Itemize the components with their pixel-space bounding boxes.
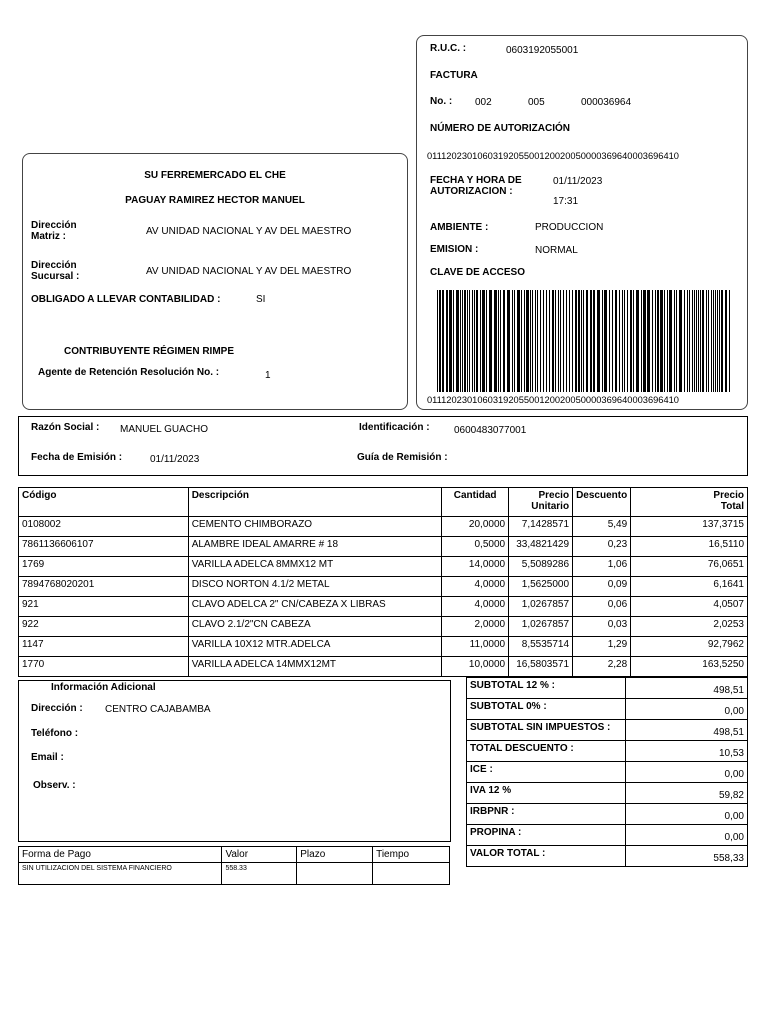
barcode-bar — [526, 290, 529, 392]
barcode-bar — [692, 290, 693, 392]
barcode-bar — [512, 290, 513, 392]
environment-value: PRODUCCION — [535, 222, 604, 233]
item-total: 16,5110 — [631, 537, 748, 557]
matrix-address-label: Dirección Matriz : — [31, 220, 77, 242]
totals-value: 59,82 — [626, 783, 748, 804]
barcode-bar — [702, 290, 704, 392]
header-total: Precio Total — [631, 488, 748, 517]
totals-label: IVA 12 % — [467, 783, 626, 804]
item-code: 921 — [19, 597, 189, 617]
item-discount: 1,06 — [573, 557, 631, 577]
barcode-bar — [489, 290, 492, 392]
header-quantity: Cantidad — [442, 488, 509, 517]
barcode-bar — [535, 290, 536, 392]
barcode-bar — [711, 290, 712, 392]
barcode-bar — [684, 290, 685, 392]
authorization-time: 17:31 — [553, 196, 579, 207]
item-quantity: 14,0000 — [442, 557, 509, 577]
item-discount: 0,09 — [573, 577, 631, 597]
barcode-bar — [717, 290, 718, 392]
barcode-bar — [590, 290, 592, 392]
payment-method: SIN UTILIZACION DEL SISTEMA FINANCIERO — [19, 863, 222, 885]
barcode-bar — [532, 290, 533, 392]
barcode-bar — [456, 290, 459, 392]
barcode-bar — [657, 290, 659, 392]
barcode-bar — [543, 290, 544, 392]
item-unit-price: 7,1428571 — [509, 517, 573, 537]
item-unit-price: 8,5535714 — [509, 637, 573, 657]
barcode-bar — [572, 290, 573, 392]
buyer-name-label: Razón Social : — [31, 422, 100, 433]
barcode-bar — [476, 290, 478, 392]
totals-row — [467, 846, 748, 867]
barcode-bar — [555, 290, 556, 392]
invoice-number-label: No. : — [430, 96, 453, 107]
item-quantity: 10,0000 — [442, 657, 509, 677]
payment-method-header: Forma de Pago — [19, 847, 222, 863]
additional-phone-label: Teléfono : — [31, 728, 79, 739]
items-table — [18, 487, 748, 677]
barcode-bar — [647, 290, 650, 392]
item-quantity: 4,0000 — [442, 597, 509, 617]
item-code: 7861136606107 — [19, 537, 189, 557]
barcode-bar — [708, 290, 709, 392]
withholding-label: Agente de Retención Resolución No. : — [38, 367, 220, 378]
totals-label: TOTAL DESCUENTO : — [467, 741, 626, 762]
barcode-bar — [694, 290, 695, 392]
remision-label: Guía de Remisión : — [357, 452, 448, 463]
item-quantity: 0,5000 — [442, 537, 509, 557]
barcode-bar — [725, 290, 727, 392]
item-description: DISCO NORTON 4.1/2 METAL — [188, 577, 441, 597]
item-unit-price: 5,5089286 — [509, 557, 573, 577]
regime-label: CONTRIBUYENTE RÉGIMEN RIMPE — [64, 346, 235, 357]
barcode-bar — [472, 290, 473, 392]
barcode-bar — [480, 290, 481, 392]
totals-row — [467, 825, 748, 846]
seller-legal-name: PAGUAY RAMIREZ HECTOR MANUEL — [125, 195, 305, 206]
item-quantity: 2,0000 — [442, 617, 509, 637]
payment-term-header: Plazo — [297, 847, 373, 863]
barcode-bar — [503, 290, 505, 392]
table-row — [19, 597, 748, 617]
barcode-bar — [630, 290, 632, 392]
payment-time — [373, 863, 450, 885]
barcode-bar — [667, 290, 668, 392]
barcode-bar — [514, 290, 515, 392]
totals-label: SUBTOTAL SIN IMPUESTOS : — [467, 720, 626, 741]
invoice-number-point: 005 — [528, 97, 545, 108]
barcode-bar — [669, 290, 672, 392]
barcode-bar — [566, 290, 567, 392]
item-discount: 2,28 — [573, 657, 631, 677]
barcode-bar — [627, 290, 628, 392]
barcode-bar — [498, 290, 499, 392]
item-description: CEMENTO CHIMBORAZO — [188, 517, 441, 537]
totals-value: 0,00 — [626, 699, 748, 720]
item-description: VARILLA 10X12 MTR.ADELCA — [188, 637, 441, 657]
barcode-bar — [679, 290, 682, 392]
barcode-bar — [698, 290, 699, 392]
barcode-bar — [581, 290, 582, 392]
totals-value: 0,00 — [626, 762, 748, 783]
access-key-barcode — [437, 290, 740, 392]
branch-address-value: AV UNIDAD NACIONAL Y AV DEL MAESTRO — [146, 266, 352, 277]
additional-address-label: Dirección : — [31, 703, 83, 714]
authorization-label: NÚMERO DE AUTORIZACIÓN — [430, 123, 570, 134]
payment-header-row — [19, 847, 450, 863]
barcode-bar — [578, 290, 580, 392]
item-unit-price: 33,4821429 — [509, 537, 573, 557]
accounting-label: OBLIGADO A LLEVAR CONTABILIDAD : — [31, 294, 221, 305]
item-total: 92,7962 — [631, 637, 748, 657]
table-row — [19, 617, 748, 637]
item-discount: 0,03 — [573, 617, 631, 637]
barcode-bar — [467, 290, 468, 392]
barcode-bar — [524, 290, 525, 392]
totals-table — [466, 677, 748, 867]
item-discount: 5,49 — [573, 517, 631, 537]
totals-label: IRBPNR : — [467, 804, 626, 825]
barcode-bar — [597, 290, 600, 392]
barcode-bar — [604, 290, 607, 392]
doc-type: FACTURA — [430, 70, 478, 81]
item-total: 137,3715 — [631, 517, 748, 537]
barcode-bar — [500, 290, 501, 392]
totals-value: 498,51 — [626, 678, 748, 699]
items-header-row — [19, 488, 748, 517]
barcode-bar — [612, 290, 613, 392]
ruc-label: R.U.C. : — [430, 43, 467, 54]
item-total: 2,0253 — [631, 617, 748, 637]
barcode-bar — [619, 290, 620, 392]
totals-label: SUBTOTAL 0% : — [467, 699, 626, 720]
barcode-bar — [696, 290, 697, 392]
barcode-bar — [719, 290, 720, 392]
barcode-bar — [517, 290, 520, 392]
barcode-bar — [575, 290, 577, 392]
environment-label: AMBIENTE : — [430, 222, 489, 233]
barcode-bar — [469, 290, 470, 392]
barcode-bar — [563, 290, 564, 392]
accounting-value: SI — [256, 294, 266, 305]
barcode-bar — [507, 290, 510, 392]
item-discount: 0,06 — [573, 597, 631, 617]
item-unit-price: 16,5803571 — [509, 657, 573, 677]
emission-label: EMISION : — [430, 244, 479, 255]
item-total: 4,0507 — [631, 597, 748, 617]
payment-term — [297, 863, 373, 885]
barcode-bar — [676, 290, 677, 392]
barcode-bar — [439, 290, 441, 392]
barcode-bar — [622, 290, 623, 392]
authorization-number: 0111202301060319205500120020050000369640003696410 — [427, 151, 679, 161]
barcode-bar — [549, 290, 550, 392]
barcode-bar — [652, 290, 653, 392]
barcode-bar — [643, 290, 646, 392]
barcode-bar — [460, 290, 461, 392]
item-description: CLAVO 2.1/2"CN CABEZA — [188, 617, 441, 637]
barcode-bar — [729, 290, 730, 392]
item-code: 7894768020201 — [19, 577, 189, 597]
barcode-bar — [609, 290, 610, 392]
barcode-bar — [615, 290, 617, 392]
item-quantity: 20,0000 — [442, 517, 509, 537]
totals-value: 498,51 — [626, 720, 748, 741]
item-description: VARILLA ADELCA 8MMX12 MT — [188, 557, 441, 577]
item-description: VARILLA ADELCA 14MMX12MT — [188, 657, 441, 677]
matrix-address-value: AV UNIDAD NACIONAL Y AV DEL MAESTRO — [146, 226, 352, 237]
totals-row — [467, 762, 748, 783]
withholding-value: 1 — [265, 370, 271, 381]
authorization-date: 01/11/2023 — [553, 176, 603, 187]
barcode-bar — [464, 290, 466, 392]
item-code: 1147 — [19, 637, 189, 657]
totals-value: 0,00 — [626, 804, 748, 825]
barcode-bar — [674, 290, 675, 392]
totals-value: 558,33 — [626, 846, 748, 867]
totals-label: PROPINA : — [467, 825, 626, 846]
totals-label: VALOR TOTAL : — [467, 846, 626, 867]
header-discount: Descuento — [573, 488, 631, 517]
barcode-bar — [446, 290, 448, 392]
emission-date-label: Fecha de Emisión : — [31, 452, 123, 463]
item-total: 6,1641 — [631, 577, 748, 597]
totals-value: 0,00 — [626, 825, 748, 846]
table-row — [19, 577, 748, 597]
seller-commercial-name: SU FERREMERCADO EL CHE — [144, 170, 286, 181]
emission-value: NORMAL — [535, 245, 578, 256]
barcode-bar — [641, 290, 642, 392]
barcode-bar — [552, 290, 554, 392]
emission-date-value: 01/11/2023 — [150, 454, 200, 465]
totals-label: ICE : — [467, 762, 626, 783]
header-unit-price: Precio Unitario — [509, 488, 573, 517]
totals-row — [467, 678, 748, 699]
table-row — [19, 537, 748, 557]
payment-table — [18, 846, 450, 885]
barcode-bar — [700, 290, 701, 392]
access-key-number: 0111202301060319205500120020050000369640003696410 — [427, 395, 679, 405]
barcode-bar — [715, 290, 716, 392]
header-code: Código — [19, 488, 189, 517]
totals-row — [467, 720, 748, 741]
buyer-id-label: Identificación : — [359, 422, 430, 433]
invoice-number-sequence: 000036964 — [581, 97, 632, 108]
item-code: 1770 — [19, 657, 189, 677]
barcode-bar — [546, 290, 547, 392]
barcode-bar — [721, 290, 723, 392]
item-quantity: 11,0000 — [442, 637, 509, 657]
barcode-bar — [633, 290, 634, 392]
additional-address-value: CENTRO CAJABAMBA — [105, 704, 211, 715]
barcode-bar — [624, 290, 625, 392]
barcode-bar — [586, 290, 588, 392]
totals-row — [467, 783, 748, 804]
ruc-value: 0603192055001 — [506, 45, 579, 56]
item-total: 76,0651 — [631, 557, 748, 577]
item-unit-price: 1,0267857 — [509, 617, 573, 637]
barcode-bar — [569, 290, 570, 392]
item-description: CLAVO ADELCA 2" CN/CABEZA X LIBRAS — [188, 597, 441, 617]
barcode-bar — [530, 290, 531, 392]
additional-email-label: Email : — [31, 752, 64, 763]
barcode-bar — [521, 290, 522, 392]
branch-address-label: Dirección Sucursal : — [31, 260, 80, 282]
barcode-bar — [462, 290, 463, 392]
barcode-bar — [636, 290, 639, 392]
item-code: 0108002 — [19, 517, 189, 537]
buyer-name-value: MANUEL GUACHO — [120, 424, 208, 435]
item-code: 922 — [19, 617, 189, 637]
payment-time-header: Tiempo — [373, 847, 450, 863]
barcode-bar — [537, 290, 538, 392]
payment-value: 558.33 — [222, 863, 297, 885]
additional-observ-label: Observ. : — [33, 780, 76, 791]
barcode-bar — [687, 290, 688, 392]
additional-info-box — [18, 680, 451, 842]
authorization-datetime-label: FECHA Y HORA DE AUTORIZACION : — [430, 175, 522, 197]
totals-row — [467, 699, 748, 720]
barcode-bar — [437, 290, 438, 392]
payment-value-header: Valor — [222, 847, 297, 863]
barcode-bar — [664, 290, 665, 392]
barcode-bar — [706, 290, 707, 392]
barcode-bar — [442, 290, 444, 392]
barcode-bar — [655, 290, 656, 392]
barcode-bar — [474, 290, 475, 392]
barcode-bar — [689, 290, 690, 392]
additional-info-title: Información Adicional — [51, 682, 156, 693]
item-code: 1769 — [19, 557, 189, 577]
item-unit-price: 1,5625000 — [509, 577, 573, 597]
buyer-id-value: 0600483077001 — [454, 425, 527, 436]
totals-value: 10,53 — [626, 741, 748, 762]
totals-row — [467, 741, 748, 762]
barcode-bar — [660, 290, 663, 392]
barcode-bar — [558, 290, 559, 392]
item-discount: 0,23 — [573, 537, 631, 557]
item-unit-price: 1,0267857 — [509, 597, 573, 617]
table-row — [19, 557, 748, 577]
barcode-bar — [583, 290, 584, 392]
item-description: ALAMBRE IDEAL AMARRE # 18 — [188, 537, 441, 557]
access-key-label: CLAVE DE ACCESO — [430, 267, 526, 278]
payment-row — [19, 863, 450, 885]
barcode-bar — [453, 290, 454, 392]
barcode-bar — [494, 290, 497, 392]
invoice-number-establishment: 002 — [475, 97, 492, 108]
barcode-bar — [482, 290, 485, 392]
item-quantity: 4,0000 — [442, 577, 509, 597]
barcode-bar — [593, 290, 595, 392]
barcode-bar — [449, 290, 452, 392]
barcode-bar — [713, 290, 714, 392]
totals-row — [467, 804, 748, 825]
barcode-bar — [602, 290, 603, 392]
header-description: Descripción — [188, 488, 441, 517]
item-discount: 1,29 — [573, 637, 631, 657]
table-row — [19, 657, 748, 677]
totals-label: SUBTOTAL 12 % : — [467, 678, 626, 699]
table-row — [19, 637, 748, 657]
item-total: 163,5250 — [631, 657, 748, 677]
barcode-bar — [486, 290, 487, 392]
table-row — [19, 517, 748, 537]
barcode-bar — [560, 290, 561, 392]
barcode-bar — [540, 290, 541, 392]
